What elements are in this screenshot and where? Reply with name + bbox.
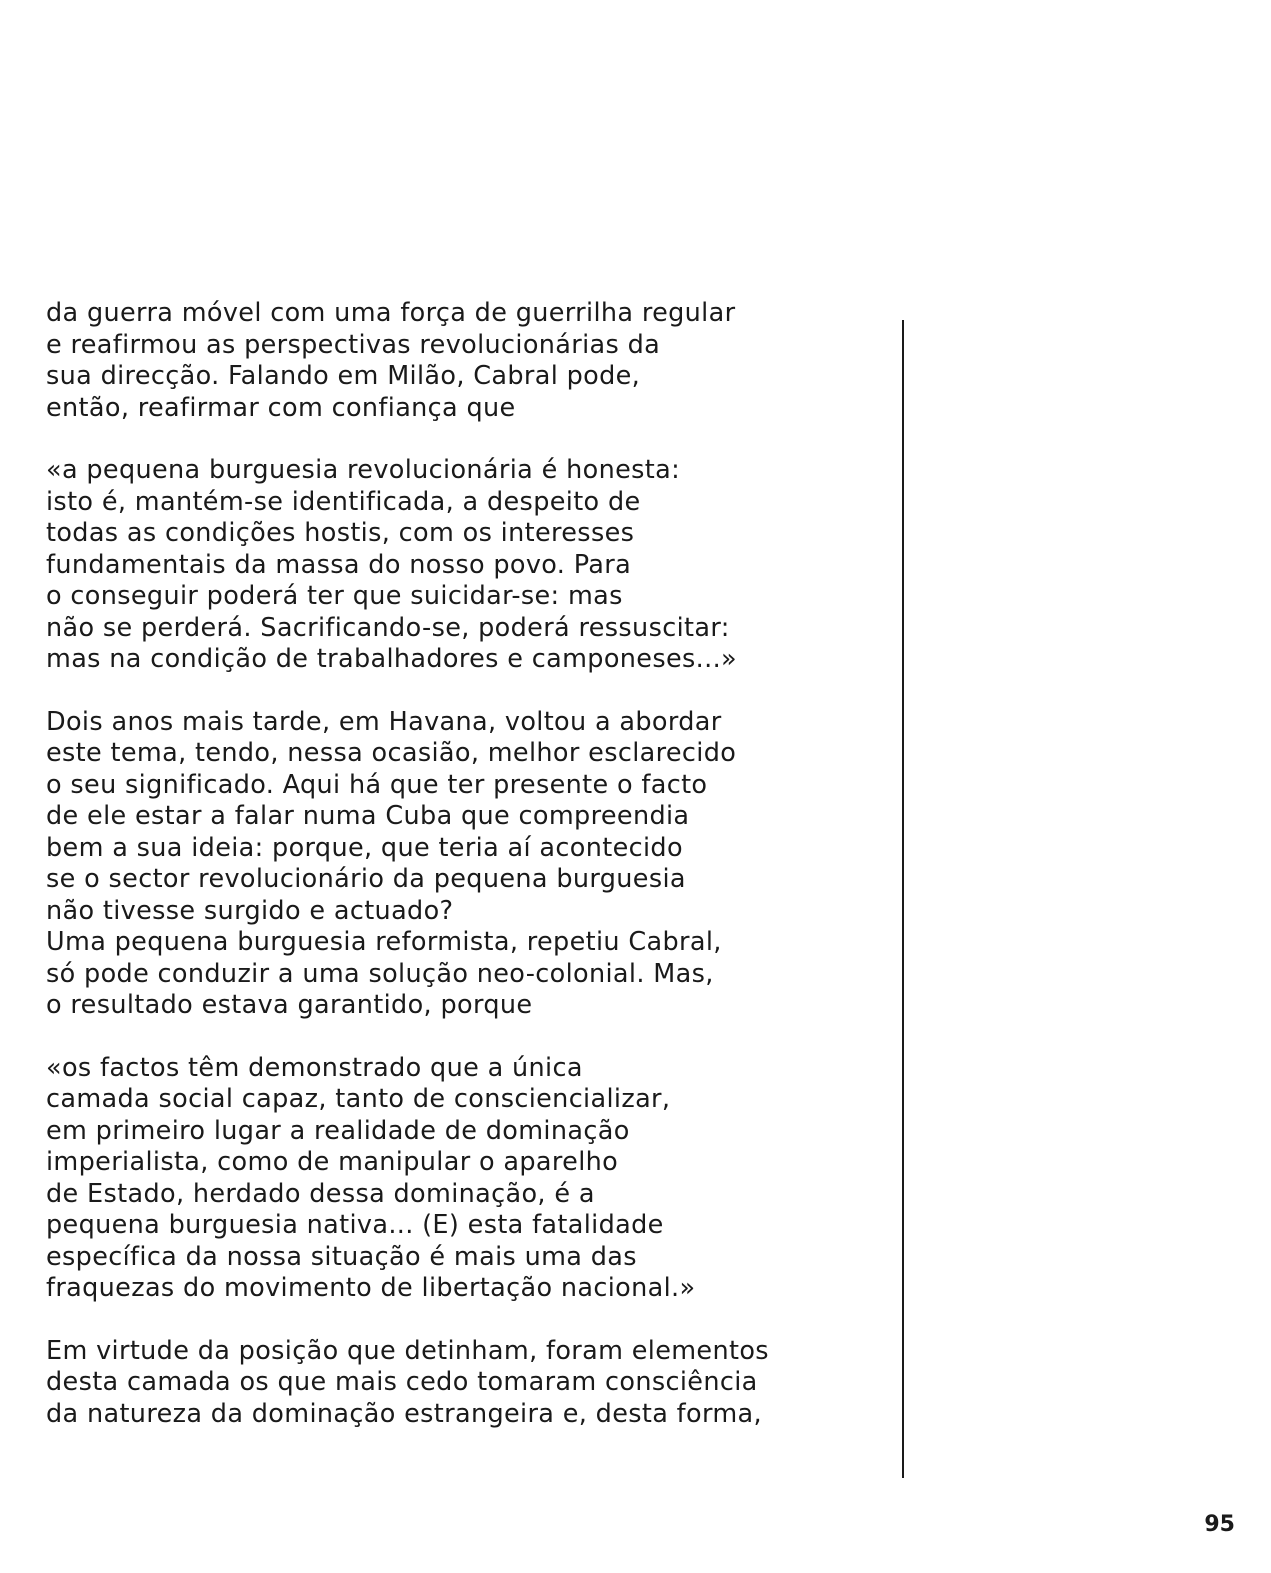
text-line: da natureza da dominação estrangeira e, desta forma, <box>46 1398 762 1429</box>
text-line: específica da nossa situação é mais uma das <box>46 1241 637 1272</box>
text-line: de ele estar a falar numa Cuba que compreendia <box>46 801 690 831</box>
text-line: se o sector revolucionário da pequena burguesia <box>46 864 686 894</box>
text-line: da guerra móvel com uma força de guerrilha regular <box>46 298 736 328</box>
text-line: fundamentais da massa do nosso povo. Para <box>46 549 632 580</box>
text-line: o resultado estava garantido, porque <box>46 990 533 1020</box>
quote-2 <box>46 1053 896 1305</box>
text-line: imperialista, como de manipular o aparelho <box>46 1147 619 1177</box>
text-line: em primeiro lugar a realidade de dominação <box>46 1115 630 1146</box>
text-line: bem a sua ideia: porque, que teria aí acontecido <box>46 832 683 863</box>
text-line: então, reafirmar com confiança que <box>46 392 516 423</box>
text-line: Uma pequena burguesia reformista, repetiu Cabral, <box>46 927 722 957</box>
text-line: Dois anos mais tarde, em Havana, voltou a abordar <box>46 706 722 737</box>
text-line: Em virtude da posição que detinham, foram elementos <box>46 1335 769 1366</box>
paragraph-3 <box>46 1336 896 1431</box>
text-line: «os factos têm demonstrado que a única <box>46 1052 583 1083</box>
text-line: só pode conduzir a uma solução neo-colonial. Mas, <box>46 958 714 989</box>
text-line: desta camada os que mais cedo tomaram consciência <box>46 1367 758 1397</box>
text-line: camada social capaz, tanto de consciencializar, <box>46 1084 671 1114</box>
paragraph-gap <box>46 1305 896 1336</box>
margin-rule <box>902 320 904 1478</box>
text-line: este tema, tendo, nessa ocasião, melhor esclarecido <box>46 738 737 768</box>
page-number: 95 <box>1204 1512 1235 1537</box>
text-line: o seu significado. Aqui há que ter presente o facto <box>46 769 708 800</box>
text-line: não tivesse surgido e actuado? <box>46 895 454 926</box>
text-line: e reafirmou as perspectivas revolucionárias da <box>46 329 661 360</box>
text-line: de Estado, herdado dessa dominação, é a <box>46 1178 595 1209</box>
quote-1 <box>46 455 896 676</box>
paragraph-2 <box>46 707 896 1022</box>
paragraph-gap <box>46 676 896 707</box>
text-column <box>46 298 896 1430</box>
paragraph-gap <box>46 424 896 455</box>
text-line: «a pequena burguesia revolucionária é honesta: <box>46 455 681 485</box>
text-line: isto é, mantém-se identificada, a despeito de <box>46 486 641 517</box>
paragraph-gap <box>46 1022 896 1053</box>
text-line: sua direcção. Falando em Milão, Cabral pode, <box>46 361 641 391</box>
text-line: fraquezas do movimento de libertação nacional.» <box>46 1273 696 1303</box>
text-line: mas na condição de trabalhadores e camponeses...» <box>46 644 737 674</box>
paragraph-1 <box>46 298 896 424</box>
text-line: não se perderá. Sacrificando-se, poderá ressuscitar: <box>46 612 730 643</box>
text-line: pequena burguesia nativa... (E) esta fatalidade <box>46 1210 664 1240</box>
text-line: o conseguir poderá ter que suicidar-se: mas <box>46 581 623 611</box>
text-line: todas as condições hostis, com os interesses <box>46 518 635 548</box>
